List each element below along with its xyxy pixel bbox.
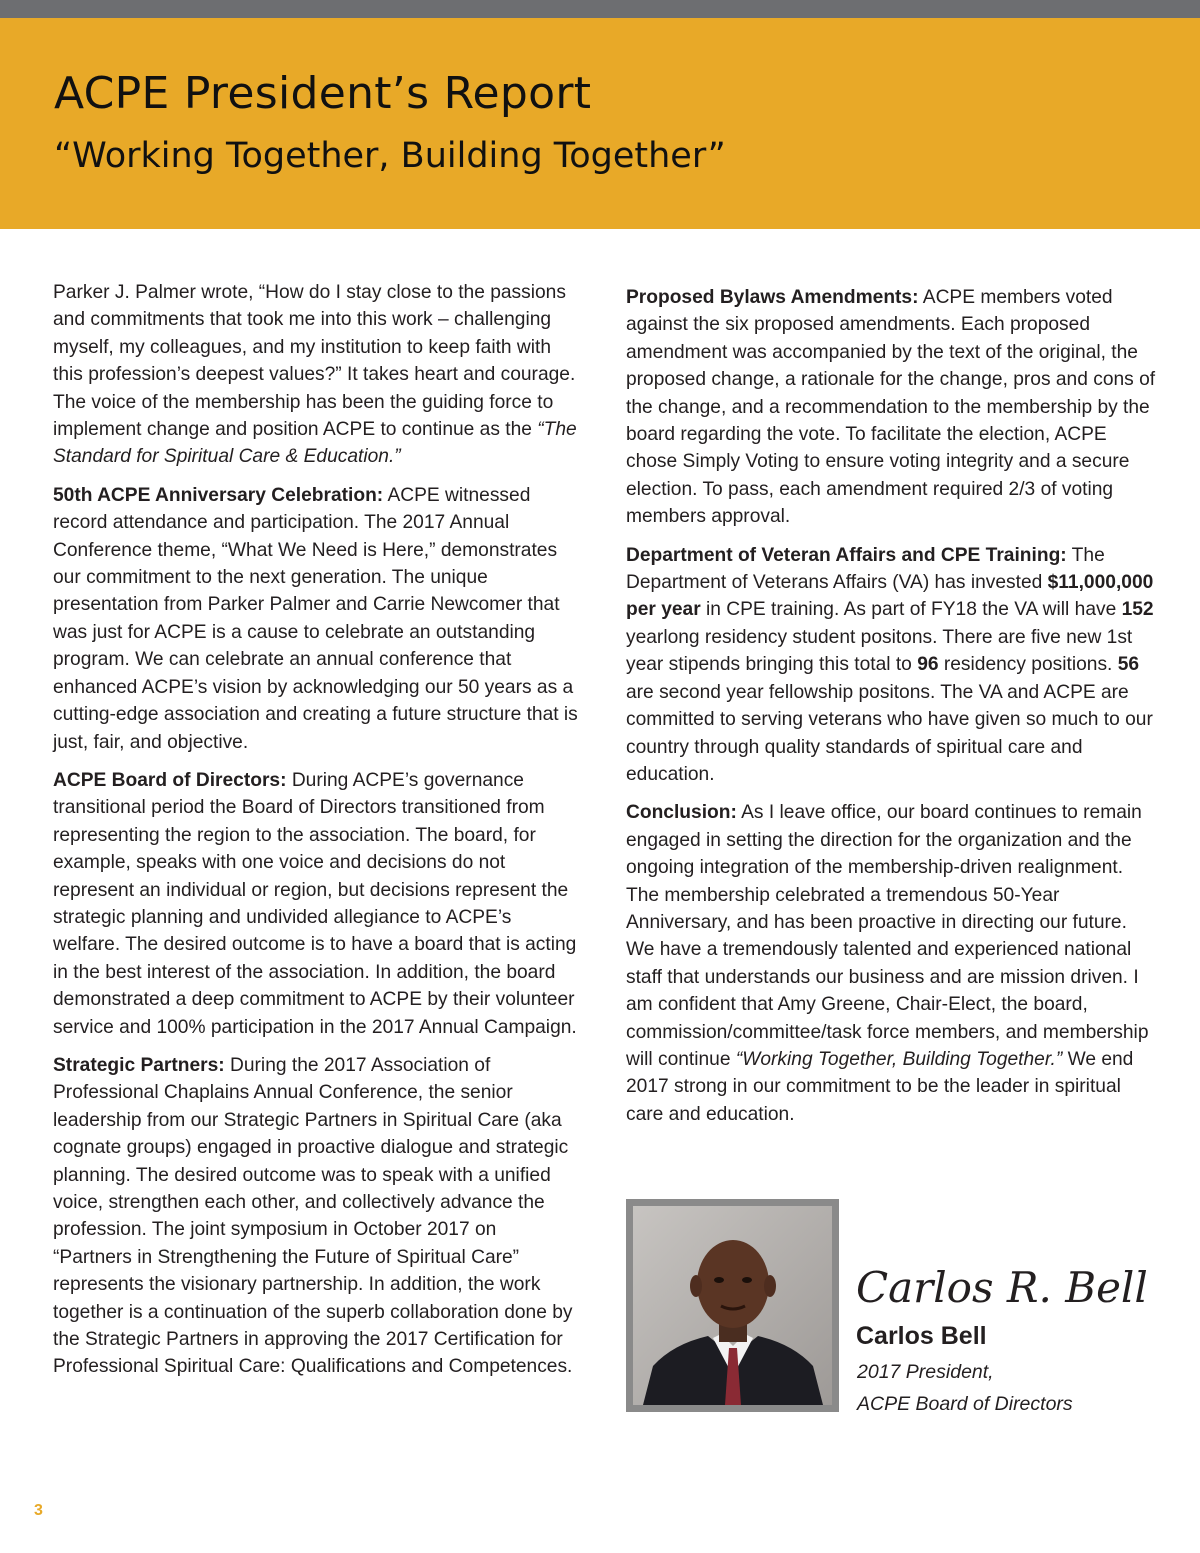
page-subtitle: “Working Together, Building Together”	[54, 136, 726, 176]
signature-image	[852, 1250, 1148, 1320]
partners-heading: Strategic Partners:	[53, 1054, 225, 1076]
conclusion-paragraph: Conclusion: As I leave office, our board continues to remain engaged in setting the direction for the organization and the ongoing integration of the membership-driven realignment. The membership celebrated a tremendous 50-Year Anniversary, and has been proactive in directing our future. We have a tremendously talented and experienced national staff that understands our business and are mission driven. I am confident that Amy Greene, Chair-Elect, the board, commission/committee/task force members, and membership will continue “Working Together, Building Together.” We end 2017 strong in our commitment to be the leader in spiritual care and education.	[626, 802, 1149, 1125]
person-portrait-icon	[633, 1206, 832, 1405]
bylaws-paragraph: Proposed Bylaws Amendments: ACPE members voted against the six proposed amendments. Each proposed amendment was accompanied by the text of the original, the proposed change, a rationale for the change, pros and cons of the change, and a recommendation to the membership by the board regarding the vote. To facilitate the election, ACPE chose Simply Voting to ensure voting integrity and a secure election. To pass, each amendment required 2/3 of voting members approval.	[626, 287, 1156, 528]
header-banner	[0, 18, 1200, 229]
partners-paragraph: Strategic Partners: During the 2017 Association of Professional Chaplains Annual Conference, the senior leadership from our Strategic Partners in Spiritual Care (aka cognate groups) engaged in proactive dialogue and strategic planning. The desired outcome was to speak with a unified voice, strengthen each other, and collectively advance the profession. The joint symposium in October 2017 on “Partners in Strengthening the Future of Spiritual Care” represents the visionary partnership. In addition, the work together is a continuation of the superb collaboration done by the Strategic Partners in approving the 2017 Certification for Professional Spiritual Care: Qualifications and Competences.	[53, 1054, 573, 1378]
right-column	[626, 284, 1156, 1139]
left-column	[53, 279, 578, 1392]
veterans-heading: Department of Veteran Affairs and CPE Training:	[626, 544, 1067, 566]
svg-text:Carlos R. Bell: Carlos R. Bell	[856, 1263, 1148, 1312]
signer-name: Carlos Bell	[856, 1322, 987, 1350]
anniversary-heading: 50th ACPE Anniversary Celebration:	[53, 484, 384, 506]
top-strip	[0, 0, 1200, 18]
bylaws-heading: Proposed Bylaws Amendments:	[626, 287, 919, 308]
anniversary-paragraph: 50th ACPE Anniversary Celebration: ACPE witnessed record attendance and participation. The 2017 Annual Conference theme, “What We Need is Here,” demonstrates our commitment to the next generation. The unique presentation from Parker Palmer and Carrie Newcomer that was just for ACPE is a cause to celebrate an outstanding program. We can celebrate an annual conference that enhanced ACPE’s vision by acknowledging our 50 years as a cutting-edge association and creating a future structure that is just, fair, and objective.	[53, 484, 578, 753]
conclusion-heading: Conclusion:	[626, 802, 737, 824]
intro-paragraph: Parker J. Palmer wrote, “How do I stay close to the passions and commitments that took me into this work – challenging myself, my colleagues, and my institution to keep faith with this profession’s deepest values?” It takes heart and courage. The voice of the membership has been the guiding force to implement change and position ACPE to continue as the “The Standard for Spiritual Care & Education.”	[53, 282, 577, 468]
portrait-photo	[633, 1206, 832, 1405]
page-title: ACPE President’s Report	[54, 68, 592, 119]
board-heading: ACPE Board of Directors:	[53, 769, 287, 791]
page-number: 3	[34, 1502, 43, 1519]
portrait-photo-frame	[626, 1199, 839, 1412]
board-paragraph: ACPE Board of Directors: During ACPE’s governance transitional period the Board of Directors transitioned from representing the region to the association. The board, for example, speaks with one voice and decisions do not represent an individual or region, but decisions represent the strategic planning and undivided allegiance to ACPE’s welfare. The desired outcome is to have a board that is acting in the best interest of the association. In addition, the board demonstrated a deep commitment to ACPE by their volunteer service and 100% participation in the 2017 Annual Campaign.	[53, 769, 577, 1038]
veterans-paragraph: Department of Veteran Affairs and CPE Training: The Department of Veterans Affairs (VA) has invested $11,000,000 per year in CPE training. As part of FY18 the VA will have 152 yearlong residency student positons. There are five new 1st year stipends bringing this total to 96 residency positions. 56 are second year fellowship positons. The VA and ACPE are committed to serving veterans who have given so much to our country through quality standards of spiritual care and education.	[626, 544, 1154, 785]
signer-title: 2017 President, ACPE Board of Directors	[857, 1361, 1073, 1415]
